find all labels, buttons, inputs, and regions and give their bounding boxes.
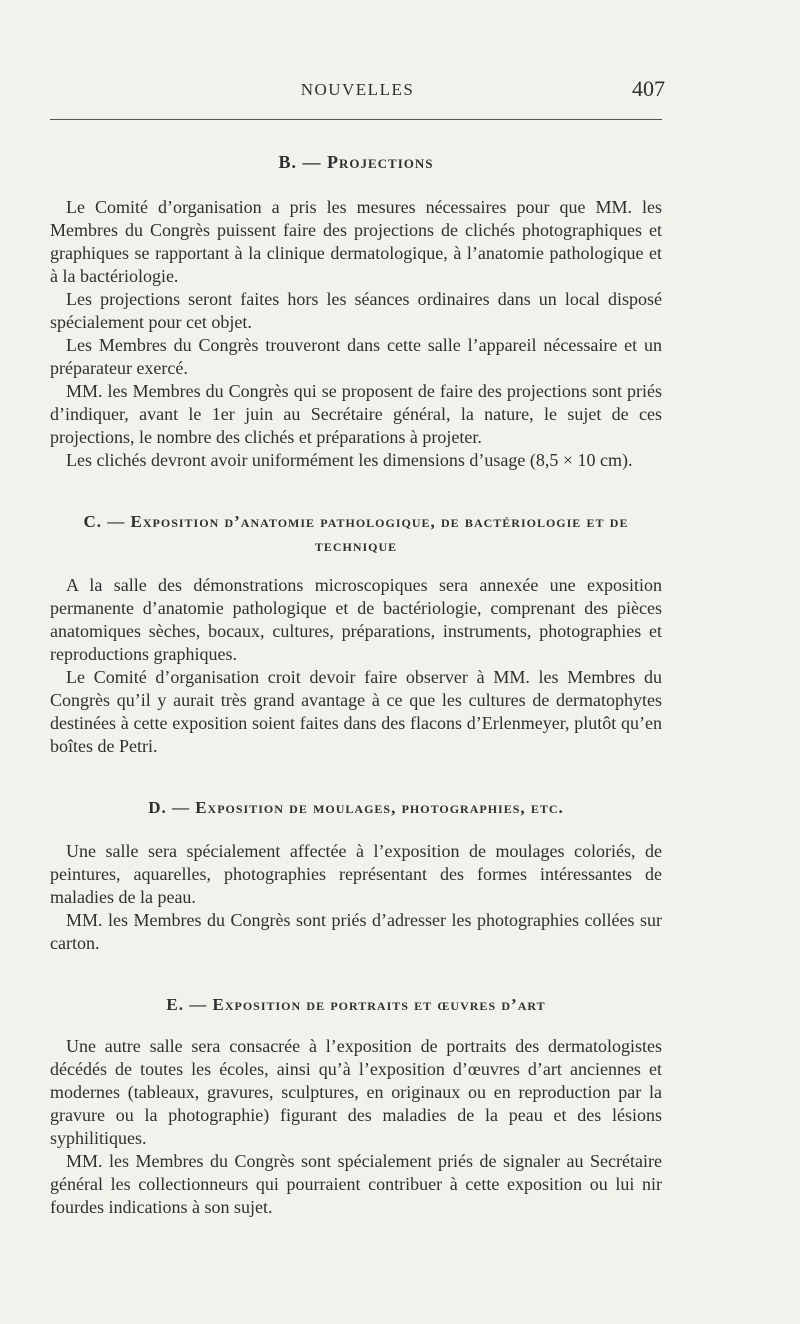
paragraph: Le Comité d’organisation a pris les mesures nécessaires pour que MM. les Membres du Congrès puissent faire des projections de clichés photographiques et graphiques se rapportant à la clinique dermatologique, à l’anatomie pathologique et à la bactériologie. — [50, 197, 662, 286]
page-content — [50, 150, 662, 1219]
section-exposition-portraits — [50, 993, 662, 1219]
section-exposition-anatomie — [50, 510, 662, 758]
paragraph: Une autre salle sera consacrée à l’exposition de portraits des dermatologistes décédés de toutes les écoles, ainsi qu’à l’exposition d’œuvres d’art anciennes et modernes (tableaux, gravures, sculptures, en originaux ou en reproduction par la gravure ou la photographie) figurant des maladies de la peau et des lésions syphilitiques. — [50, 1036, 662, 1148]
paragraph: A la salle des démonstrations microscopiques sera annexée une exposition permanente d’anatomie pathologique et de bactériologie, comprenant des pièces anatomiques sèches, bocaux, cultures, préparations, instruments, photographies et reproductions graphiques. — [50, 575, 662, 664]
page-number: 407 — [632, 76, 665, 101]
section-projections — [50, 150, 662, 472]
paragraph: MM. les Membres du Congrès sont spécialement priés de signaler au Secrétaire général les collectionneurs qui pourraient contribuer à cette exposition ou lui nir fourdes indications à son sujet. — [50, 1151, 662, 1217]
section-heading: D. — Exposition de moulages, photographies, etc. — [148, 798, 564, 817]
running-head — [50, 76, 665, 110]
paragraph: Les clichés devront avoir uniformément les dimensions d’usage (8,5 × 10 cm). — [66, 450, 633, 470]
running-title: NOUVELLES — [300, 80, 415, 99]
paragraph: Les projections seront faites hors les séances ordinaires dans un local disposé spécialement pour cet objet. — [50, 289, 662, 332]
paragraph: Une salle sera spécialement affectée à l’exposition de moulages coloriés, de peintures, aquarelles, photographies représentant des formes intéressantes de maladies de la peau. — [50, 841, 662, 907]
section-heading: E. — Exposition de portraits et œuvres d’art — [166, 995, 546, 1014]
paragraph: Les Membres du Congrès trouveront dans cette salle l’appareil nécessaire et un préparateur exercé. — [50, 335, 662, 378]
section-exposition-moulages — [50, 796, 662, 955]
section-heading: C. — Exposition d’anatomie pathologique, de bactériologie et de technique — [83, 512, 629, 555]
paragraph: Le Comité d’organisation croit devoir faire observer à MM. les Membres du Congrès qu’il y aurait très grand avantage à ce que les cultures de dermatophytes destinées à cette exposition soient faites dans des flacons d’Erlenmeyer, plutôt qu’en boîtes de Petri. — [50, 667, 662, 756]
section-heading: B. — Projections — [278, 152, 434, 172]
header-rule — [50, 119, 662, 120]
paragraph: MM. les Membres du Congrès qui se proposent de faire des projections sont priés d’indiquer, avant le 1er juin au Secrétaire général, la nature, le sujet de ces projections, le nombre des clichés et préparations à projeter. — [50, 381, 662, 447]
paragraph: MM. les Membres du Congrès sont priés d’adresser les photographies collées sur carton. — [50, 910, 662, 953]
